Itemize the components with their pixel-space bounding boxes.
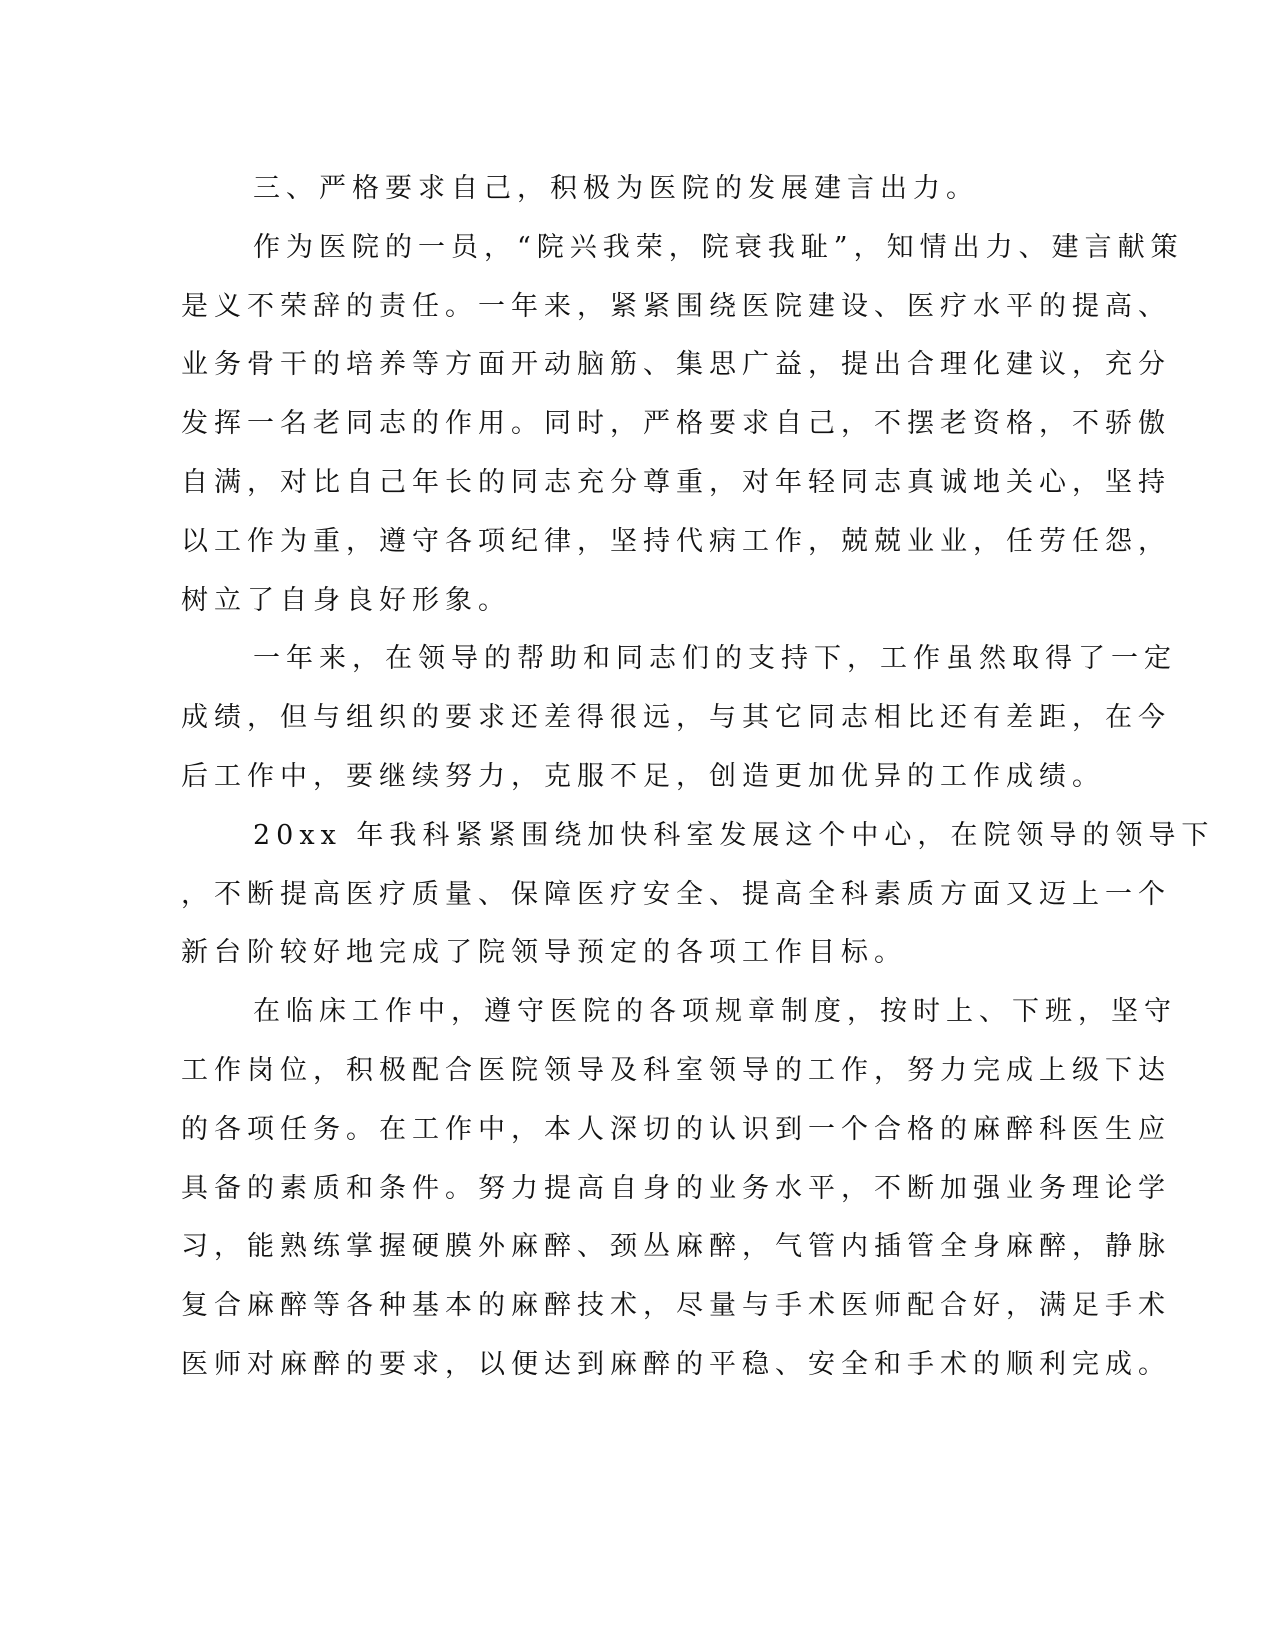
paragraph-line: 作为医院的一员，“院兴我荣，院衰我耻”，知情出力、建言献策 <box>253 231 1184 263</box>
document-body <box>181 160 1215 1395</box>
paragraph-line: 习，能熟练掌握硬膜外麻醉、颈丛麻醉，气管内插管全身麻醉，静脉 <box>181 1231 1171 1263</box>
paragraph-line: 在临床工作中，遵守医院的各项规章制度，按时上、下班，坚守 <box>253 996 1177 1028</box>
paragraph-line: 医师对麻醉的要求，以便达到麻醉的平稳、安全和手术的顺利完成。 <box>181 1348 1171 1380</box>
paragraph-line: 20xx 年我科紧紧围绕加快科室发展这个中心，在院领导的领导下 <box>253 819 1215 851</box>
paragraph-line: 成绩，但与组织的要求还差得很远，与其它同志相比还有差距，在今 <box>181 702 1171 734</box>
paragraph-line: 是义不荣辞的责任。一年来，紧紧围绕医院建设、医疗水平的提高、 <box>181 290 1171 322</box>
paragraph-line: 发挥一名老同志的作用。同时，严格要求自己，不摆老资格，不骄傲 <box>181 408 1171 440</box>
paragraph-line: 工作岗位，积极配合医院领导及科室领导的工作，努力完成上级下达 <box>181 1054 1171 1086</box>
section-heading: 三、严格要求自己，积极为医院的发展建言出力。 <box>253 173 979 204</box>
paragraph-line: 自满，对比自己年长的同志充分尊重，对年轻同志真诚地关心，坚持 <box>181 466 1171 498</box>
paragraph-line: 以工作为重，遵守各项纪律，坚持代病工作，兢兢业业，任劳任怨， <box>181 525 1171 557</box>
paragraph-line: ，不断提高医疗质量、保障医疗安全、提高全科素质方面又迈上一个 <box>181 878 1171 910</box>
paragraph-line: 复合麻醉等各种基本的麻醉技术，尽量与手术医师配合好，满足手术 <box>181 1290 1171 1322</box>
paragraph-line: 一年来，在领导的帮助和同志们的支持下，工作虽然取得了一定 <box>253 643 1177 675</box>
paragraph-line: 后工作中，要继续努力，克服不足，创造更加优异的工作成绩。 <box>181 760 1105 792</box>
paragraph-line: 具备的素质和条件。努力提高自身的业务水平，不断加强业务理论学 <box>181 1172 1171 1204</box>
paragraph-line: 新台阶较好地完成了院领导预定的各项工作目标。 <box>181 937 907 969</box>
paragraph-line: 树立了自身良好形象。 <box>181 584 511 616</box>
paragraph-line: 的各项任务。在工作中，本人深切的认识到一个合格的麻醉科医生应 <box>181 1113 1171 1145</box>
paragraph-line: 业务骨干的培养等方面开动脑筋、集思广益，提出合理化建议，充分 <box>181 349 1171 381</box>
